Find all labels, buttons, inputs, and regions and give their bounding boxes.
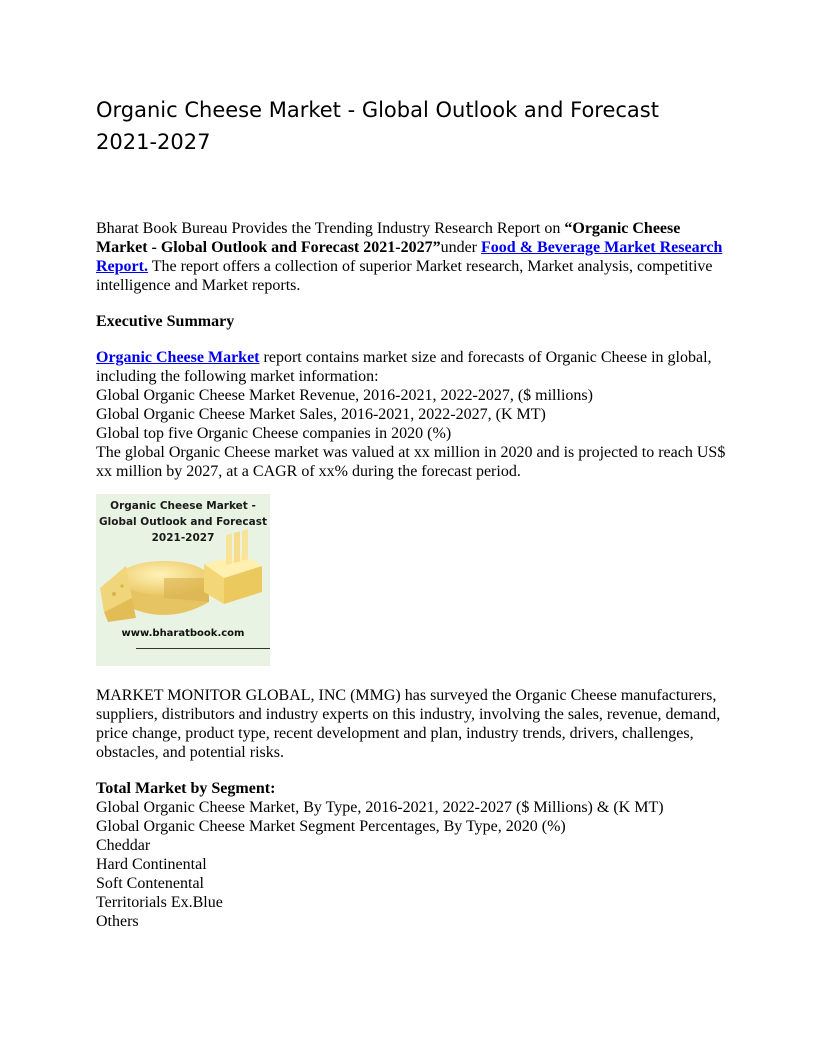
cover-title-line: 2021-2027 (151, 532, 215, 544)
executive-summary-heading: Executive Summary (96, 313, 235, 330)
segment-line: Cheddar (96, 837, 151, 854)
cover-url: www.bharatbook.com (121, 628, 245, 639)
link-period[interactable]: . (143, 258, 148, 275)
intro-rest: The report offers a collection of superior Market research, Market analysis, competitive intelligence and Market reports. (96, 258, 713, 294)
segment-line: Others (96, 913, 139, 930)
document-title: Organic Cheese Market - Global Outlook and Forecast 2021-2027 (96, 98, 659, 154)
mmg-paragraph (96, 686, 726, 762)
cover-title-line: Organic Cheese Market - (110, 500, 256, 512)
segment-line: Territorials Ex.Blue (96, 894, 223, 911)
exec-lead: report contains market size and forecasts of Organic Cheese in global, including the following market information: (96, 349, 712, 385)
executive-summary-heading-block (96, 312, 726, 331)
report-name: “Organic Cheese Market - Global Outlook and Forecast 2021-2027” (96, 220, 681, 256)
intro-lead: Bharat Book Bureau Provides the Trending Industry Research Report on (96, 220, 565, 237)
exec-line: The global Organic Cheese market was valued at xx million in 2020 and is projected to reach US$ xx million by 2027, at a CAGR of xx% during the forecast period. (96, 444, 726, 480)
segment-line: Hard Continental (96, 856, 207, 873)
segment-line: Soft Contenental (96, 875, 204, 892)
cover-divider (136, 648, 270, 649)
segment-section (96, 779, 726, 931)
intro-paragraph (96, 219, 726, 295)
cover-title-line: Global Outlook and Forecast (99, 516, 267, 528)
segment-heading: Total Market by Segment: (96, 780, 276, 797)
cheese-illustration (96, 494, 270, 666)
intro-under: under (440, 239, 482, 256)
executive-summary-body (96, 348, 726, 481)
food-beverage-report-link[interactable]: Food & Beverage Market Research Report (96, 239, 723, 275)
exec-line: Global Organic Cheese Market Sales, 2016-2021, 2022-2027, (K MT) (96, 406, 546, 423)
mmg-text: MARKET MONITOR GLOBAL, INC (MMG) has surveyed the Organic Cheese manufacturers, suppliers, distributors and industry experts on this industry, involving the sales, revenue, demand, price change, product type, recent development and plan, industry trends, drivers, challenges, obstacles, and potential risks. (96, 687, 721, 761)
report-cover-image (96, 494, 270, 666)
exec-line: Global top five Organic Cheese companies in 2020 (%) (96, 425, 452, 442)
segment-line: Global Organic Cheese Market Segment Percentages, By Type, 2020 (%) (96, 818, 566, 835)
organic-cheese-market-link[interactable]: Organic Cheese Market (96, 349, 260, 366)
segment-line: Global Organic Cheese Market, By Type, 2016-2021, 2022-2027 ($ Millions) & (K MT) (96, 799, 664, 816)
exec-line: Global Organic Cheese Market Revenue, 2016-2021, 2022-2027, ($ millions) (96, 387, 593, 404)
